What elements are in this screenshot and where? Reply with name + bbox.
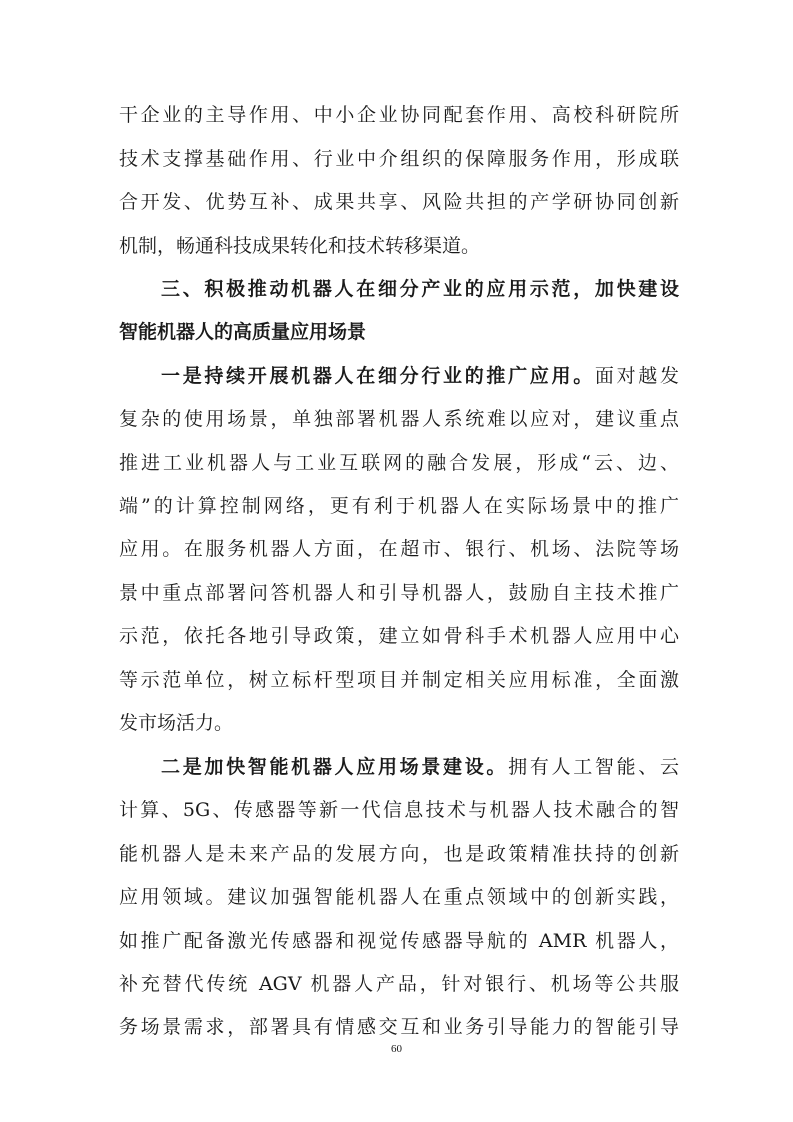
paragraph-line: 等示范单位，树立标杆型项目并制定相关应用标准，全面激: [119, 669, 679, 691]
paragraph-text: 面对越发: [594, 365, 679, 387]
paragraph-line: 干企业的主导作用、中小企业协同配套作用、高校科研院所: [119, 104, 679, 126]
page-number: 60: [391, 1043, 402, 1055]
paragraph-line: 能机器人是未来产品的发展方向，也是政策精准扶持的创新: [119, 843, 679, 865]
paragraph-lead: 二是加快智能机器人应用场景建设。: [161, 756, 509, 778]
paragraph-line: 如推广配备激光传感器和视觉传感器导航的 AMR 机器人，: [119, 930, 679, 952]
paragraph-line: 技术支撑基础作用、行业中介组织的保障服务作用，形成联: [119, 148, 679, 170]
paragraph-text: 拥有人工智能、云: [508, 756, 679, 778]
paragraph-line: 端”的计算控制网络，更有利于机器人在实际场景中的推广: [119, 495, 679, 517]
paragraph-line: 务场景需求，部署具有情感交互和业务引导能力的智能引导: [119, 1016, 679, 1038]
paragraph-line: 应用领域。建议加强智能机器人在重点领域中的创新实践，: [119, 886, 679, 908]
paragraph-lead: 一是持续开展机器人在细分行业的推广应用。: [161, 365, 595, 387]
paragraph-line: 补充替代传统 AGV 机器人产品，针对银行、机场等公共服: [119, 973, 679, 995]
paragraph-line: 计算、5G、传感器等新一代信息技术与机器人技术融合的智: [119, 799, 679, 821]
paragraph-line: 发市场活力。: [119, 712, 234, 734]
paragraph-line: [161, 367, 679, 386]
paragraph-line: 机制，畅通科技成果转化和技术转移渠道。: [119, 235, 481, 257]
paragraph-line: 应用。在服务机器人方面，在超市、银行、机场、法院等场: [119, 538, 679, 560]
paragraph-line: 复杂的使用场景，单独部署机器人系统难以应对，建议重点: [119, 408, 679, 430]
paragraph-line: 推进工业机器人与工业互联网的融合发展，形成“云、边、: [119, 452, 679, 474]
paragraph-line: 景中重点部署问答机器人和引导机器人，鼓励自主技术推广: [119, 582, 679, 604]
paragraph-line: [161, 758, 679, 777]
section-heading-line: 三、积极推动机器人在细分产业的应用示范，加快建设: [161, 278, 679, 300]
paragraph-line: 示范，依托各地引导政策，建立如骨科手术机器人应用中心: [119, 625, 679, 647]
paragraph-line: 合开发、优势互补、成果共享、风险共担的产学研协同创新: [119, 191, 679, 213]
section-heading-line: 智能机器人的高质量应用场景: [119, 321, 367, 343]
